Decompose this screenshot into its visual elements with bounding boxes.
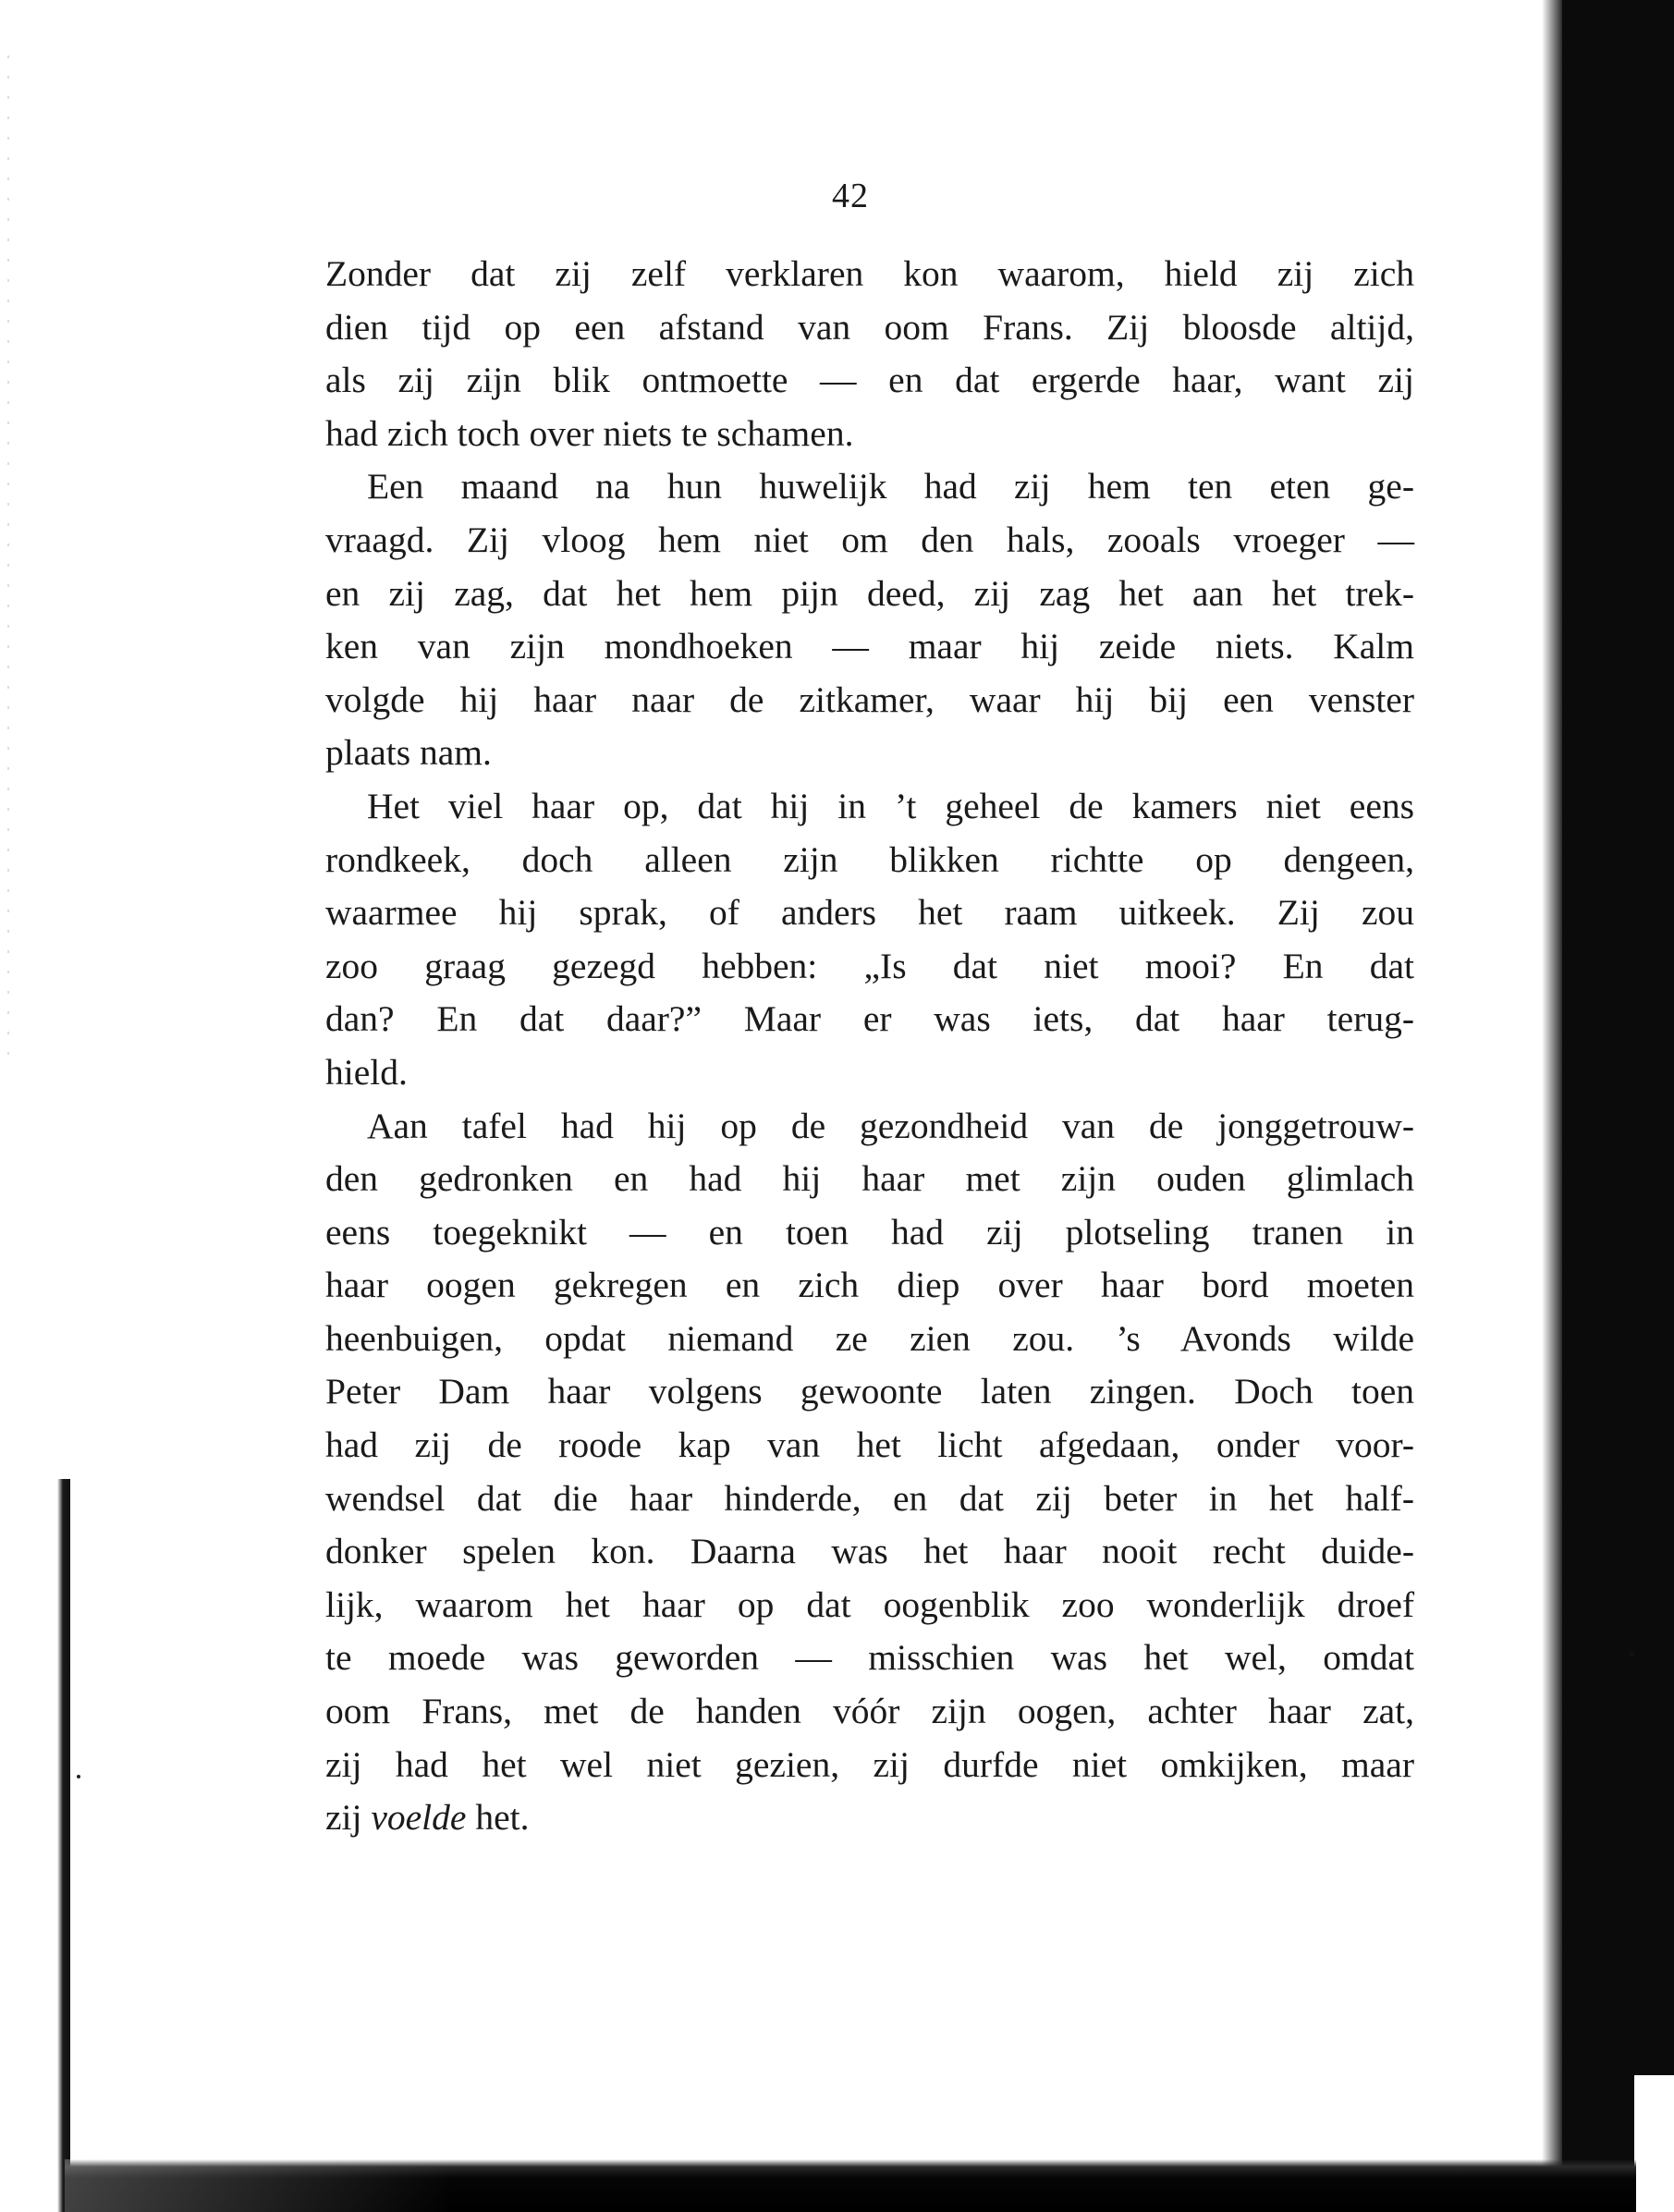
text-line: lijk, waarom het haar op dat oogenblik zoo wonderlijk droef [325, 1583, 1414, 1625]
body-text [325, 248, 1414, 1845]
paragraph-3 [325, 780, 1414, 1100]
text-line: had zich toch over niets te schamen. [325, 412, 854, 454]
page-number: 42 [832, 177, 869, 215]
text-line-final [325, 1791, 1414, 1845]
scan-margin-marks [7, 55, 9, 1072]
paragraph-2 [325, 460, 1414, 780]
scan-speck [1629, 1651, 1634, 1656]
scan-speck [77, 1775, 80, 1778]
text-line: oom Frans, met de handen vóór zijn oogen, achter haar zat, [325, 1691, 1414, 1732]
text-line: wendsel dat die haar hinderde, en dat zij beter in het half- [325, 1477, 1414, 1519]
text-line: vraagd. Zij vloog hem niet om den hals, zooals vroeger — [325, 519, 1414, 560]
text-line: waarmee hij sprak, of anders het raam uitkeek. Zij zou [325, 892, 1414, 934]
text-line: en zij zag, dat het hem pijn deed, zij zag het aan het trek- [325, 572, 1414, 614]
text-line: donker spelen kon. Daarna was het haar nooit recht duide- [325, 1531, 1414, 1572]
text-line: heenbuigen, opdat niemand ze zien zou. ’s Avonds wilde [325, 1317, 1414, 1359]
bottom-edge-fade [65, 2159, 453, 2212]
binding-notch [1634, 2075, 1674, 2212]
text-line: Peter Dam haar volgens gewoonte laten zingen. Doch toen [325, 1371, 1414, 1412]
text-line: zij had het wel niet gezien, zij durfde niet omkijken, maar [325, 1743, 1414, 1785]
text-line: haar oogen gekregen en zich diep over haar bord moeten [325, 1265, 1414, 1306]
paragraph-4 [325, 1100, 1414, 1845]
text-line: als zij zijn blik ontmoette — en dat ergerde haar, want zij [325, 360, 1414, 401]
text-line: eens toegeknikt — en toen had zij plotseling tranen in [325, 1211, 1414, 1253]
text-line: Zonder dat zij zelf verklaren kon waarom, hield zij zich [325, 253, 1414, 294]
text-line: Aan tafel had hij op de gezondheid van de jonggetrouw- [367, 1105, 1414, 1146]
text-line: Een maand na hun huwelijk had zij hem ten eten ge- [367, 466, 1414, 507]
text-line: den gedronken en had hij haar met zijn ouden glimlach [325, 1158, 1414, 1200]
text-line: ken van zijn mondhoeken — maar hij zeide niets. Kalm [325, 626, 1414, 667]
binding-shadow-core [1562, 0, 1674, 2212]
emphasis-text: voelde [371, 1797, 467, 1839]
text-line: Het viel haar op, dat hij in ’t geheel de kamers niet eens [367, 785, 1414, 826]
text-line: dan? En dat daar?” Maar er was iets, dat haar terug- [325, 998, 1414, 1040]
left-page-edge [57, 1479, 70, 2212]
text-line: te moede was geworden — misschien was het wel, omdat [325, 1637, 1414, 1679]
text-run: het. [466, 1797, 530, 1839]
text-line: rondkeek, doch alleen zijn blikken richtte op dengeen, [325, 838, 1414, 880]
text-run: zij [325, 1797, 372, 1839]
text-line: plaats nam. [325, 732, 492, 774]
text-line: hield. [325, 1051, 408, 1093]
text-line: had zij de roode kap van het licht afgedaan, onder voor- [325, 1424, 1414, 1466]
text-line: zoo graag gezegd hebben: „Is dat niet mooi? En dat [325, 945, 1414, 986]
text-line: volgde hij haar naar de zitkamer, waar hij bij een venster [325, 678, 1414, 720]
text-line: dien tijd op een afstand van oom Frans. Zij bloosde altijd, [325, 306, 1414, 348]
paragraph-1 [325, 248, 1414, 460]
